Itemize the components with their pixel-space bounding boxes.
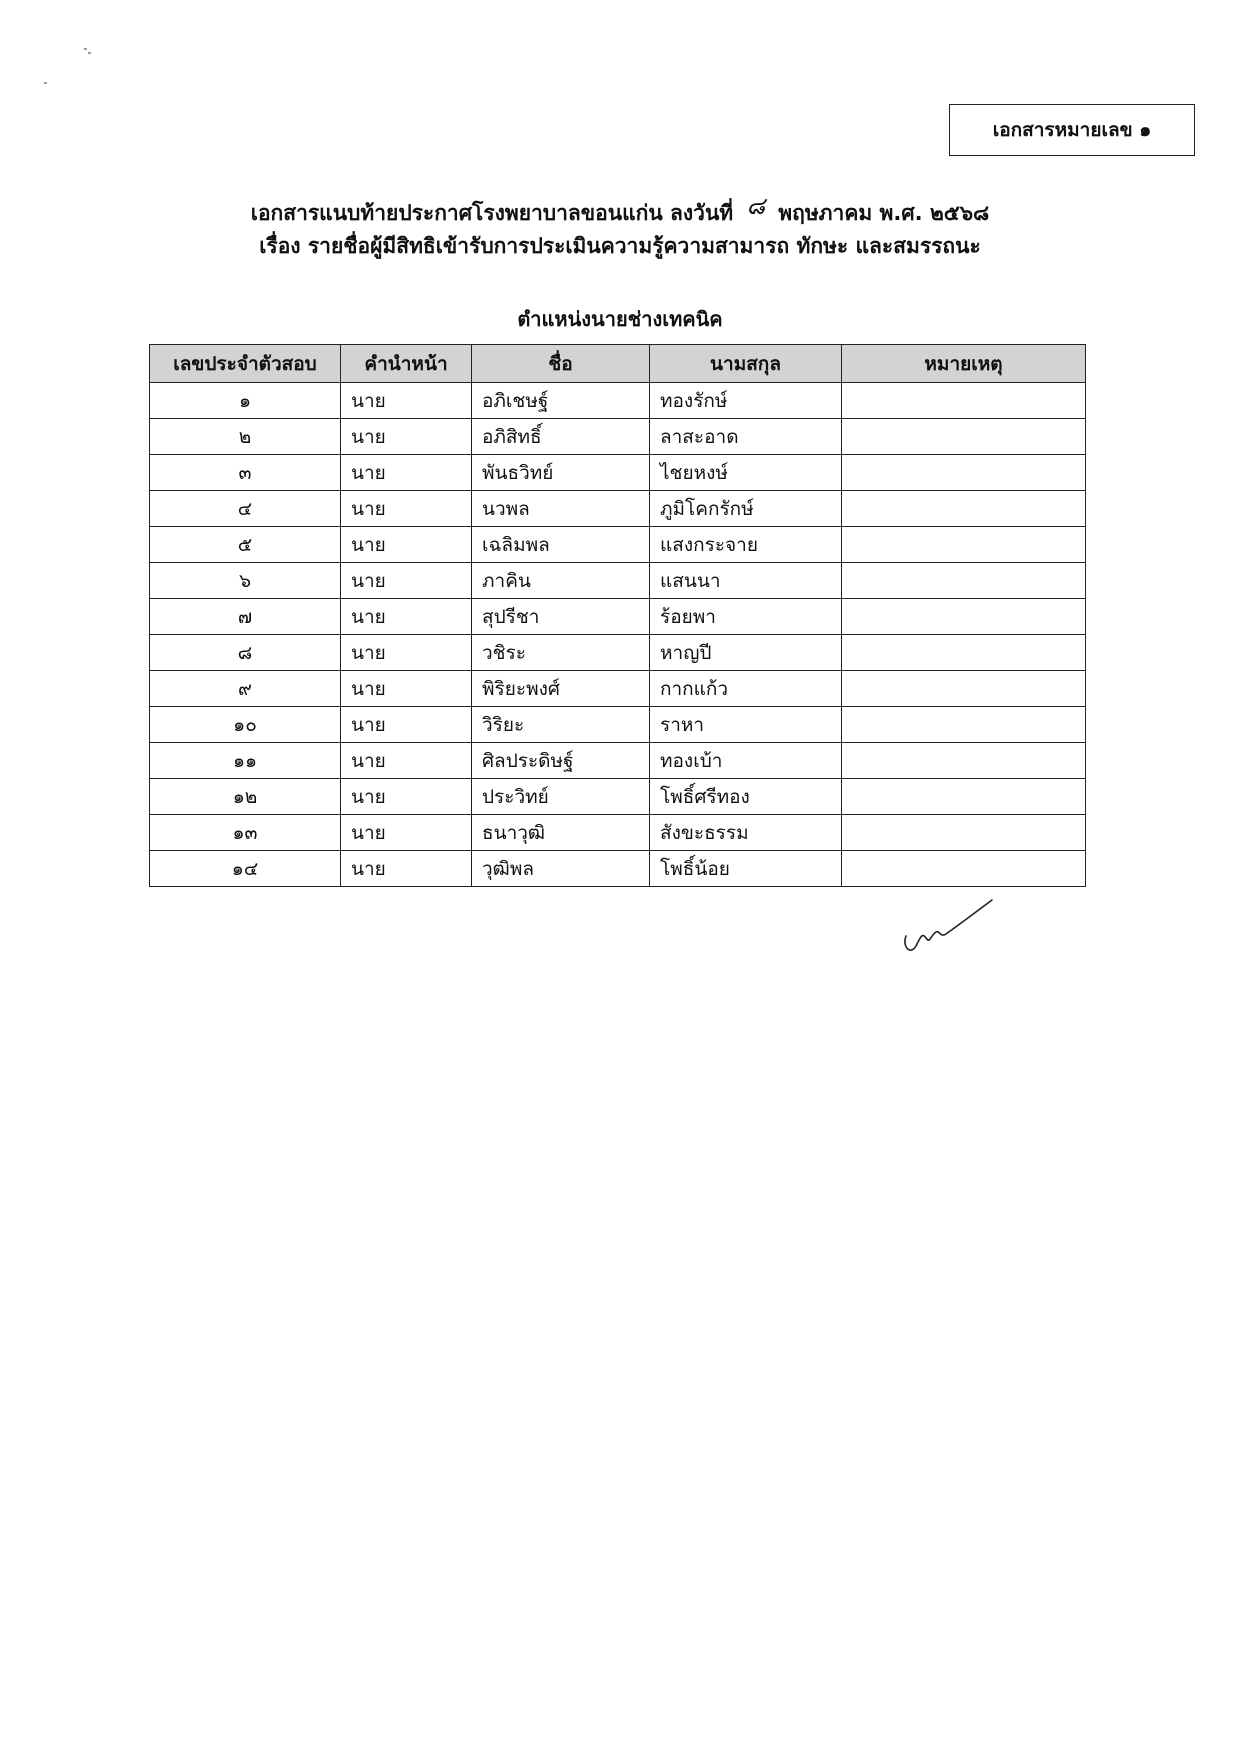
cell-first-name: วิริยะ [472, 707, 650, 743]
header-exam-number: เลขประจำตัวสอบ [150, 345, 341, 383]
cell-prefix: นาย [341, 635, 472, 671]
scan-speck [88, 52, 91, 54]
cell-last-name: หาญปี [650, 635, 842, 671]
cell-prefix: นาย [341, 455, 472, 491]
heading-line-2: เรื่อง รายชื่อผู้มีสิทธิเข้ารับการประเมินความรู้ความสามารถ ทักษะ และสมรรถนะ [259, 234, 981, 258]
cell-exam-number: ๖ [150, 563, 341, 599]
table-row [150, 707, 1086, 743]
cell-prefix: นาย [341, 815, 472, 851]
cell-exam-number: ๔ [150, 491, 341, 527]
cell-last-name: แสนนา [650, 563, 842, 599]
cell-last-name: กากแก้ว [650, 671, 842, 707]
cell-first-name: วุฒิพล [472, 851, 650, 887]
heading-line-1 [0, 192, 1240, 231]
cell-remarks [842, 383, 1086, 419]
cell-prefix: นาย [341, 599, 472, 635]
table-row [150, 491, 1086, 527]
header-remarks: หมายเหตุ [842, 345, 1086, 383]
cell-remarks [842, 707, 1086, 743]
heading-date-prefix: เอกสารแนบท้ายประกาศโรงพยาบาลขอนแก่น ลงวันที่ [250, 201, 734, 225]
cell-remarks [842, 491, 1086, 527]
header-first-name: ชื่อ [472, 345, 650, 383]
cell-exam-number: ๒ [150, 419, 341, 455]
cell-last-name: ทองเบ้า [650, 743, 842, 779]
cell-remarks [842, 815, 1086, 851]
cell-first-name: พิริยะพงศ์ [472, 671, 650, 707]
table-row [150, 779, 1086, 815]
cell-prefix: นาย [341, 383, 472, 419]
cell-remarks [842, 635, 1086, 671]
table-body [150, 383, 1086, 887]
cell-first-name: อภิเชษฐ์ [472, 383, 650, 419]
cell-remarks [842, 527, 1086, 563]
cell-first-name: อภิสิทธิ์ [472, 419, 650, 455]
cell-exam-number: ๑๒ [150, 779, 341, 815]
scan-speck [44, 82, 47, 84]
cell-remarks [842, 599, 1086, 635]
cell-prefix: นาย [341, 779, 472, 815]
cell-prefix: นาย [341, 743, 472, 779]
cell-last-name: ร้อยพา [650, 599, 842, 635]
table-row [150, 419, 1086, 455]
cell-first-name: ภาคิน [472, 563, 650, 599]
cell-prefix: นาย [341, 671, 472, 707]
cell-prefix: นาย [341, 491, 472, 527]
cell-first-name: นวพล [472, 491, 650, 527]
handwritten-day: ๘ [746, 192, 765, 220]
cell-last-name: โพธิ์ศรีทอง [650, 779, 842, 815]
cell-remarks [842, 779, 1086, 815]
cell-remarks [842, 851, 1086, 887]
cell-remarks [842, 743, 1086, 779]
table-row [150, 563, 1086, 599]
candidate-table [149, 344, 1086, 887]
header-last-name: นามสกุล [650, 345, 842, 383]
cell-exam-number: ๑๑ [150, 743, 341, 779]
cell-last-name: ทองรักษ์ [650, 383, 842, 419]
cell-remarks [842, 455, 1086, 491]
cell-prefix: นาย [341, 851, 472, 887]
cell-remarks [842, 671, 1086, 707]
cell-first-name: เฉลิมพล [472, 527, 650, 563]
cell-prefix: นาย [341, 563, 472, 599]
cell-remarks [842, 563, 1086, 599]
cell-remarks [842, 419, 1086, 455]
cell-first-name: ธนาวุฒิ [472, 815, 650, 851]
cell-first-name: ประวิทย์ [472, 779, 650, 815]
cell-last-name: แสงกระจาย [650, 527, 842, 563]
cell-first-name: วชิระ [472, 635, 650, 671]
cell-last-name: ราหา [650, 707, 842, 743]
cell-exam-number: ๓ [150, 455, 341, 491]
cell-last-name: สังขะธรรม [650, 815, 842, 851]
cell-exam-number: ๕ [150, 527, 341, 563]
table-row [150, 455, 1086, 491]
heading-date-suffix: พฤษภาคม พ.ศ. ๒๕๖๘ [778, 201, 990, 225]
table-row [150, 815, 1086, 851]
table-row [150, 599, 1086, 635]
cell-last-name: ลาสะอาด [650, 419, 842, 455]
document-number-box [949, 104, 1195, 156]
table-row [150, 383, 1086, 419]
cell-exam-number: ๘ [150, 635, 341, 671]
cell-prefix: นาย [341, 707, 472, 743]
table-header-row [150, 345, 1086, 383]
cell-prefix: นาย [341, 419, 472, 455]
header-prefix: คำนำหน้า [341, 345, 472, 383]
table-row [150, 671, 1086, 707]
cell-exam-number: ๑๐ [150, 707, 341, 743]
cell-exam-number: ๗ [150, 599, 341, 635]
document-number: เอกสารหมายเลข ๑ [992, 119, 1152, 141]
table-row [150, 635, 1086, 671]
cell-prefix: นาย [341, 527, 472, 563]
cell-last-name: ภูมิโคกรักษ์ [650, 491, 842, 527]
cell-first-name: ศิลประดิษฐ์ [472, 743, 650, 779]
scan-speck [84, 48, 87, 50]
table-row [150, 527, 1086, 563]
table-row [150, 743, 1086, 779]
cell-first-name: สุปรีชา [472, 599, 650, 635]
cell-exam-number: ๑ [150, 383, 341, 419]
table-row [150, 851, 1086, 887]
position-title: ตำแหน่งนายช่างเทคนิค [517, 307, 723, 331]
cell-exam-number: ๙ [150, 671, 341, 707]
cell-first-name: พันธวิทย์ [472, 455, 650, 491]
signature-icon [900, 888, 1000, 958]
cell-exam-number: ๑๔ [150, 851, 341, 887]
cell-last-name: โพธิ์น้อย [650, 851, 842, 887]
cell-exam-number: ๑๓ [150, 815, 341, 851]
cell-last-name: ไชยหงษ์ [650, 455, 842, 491]
